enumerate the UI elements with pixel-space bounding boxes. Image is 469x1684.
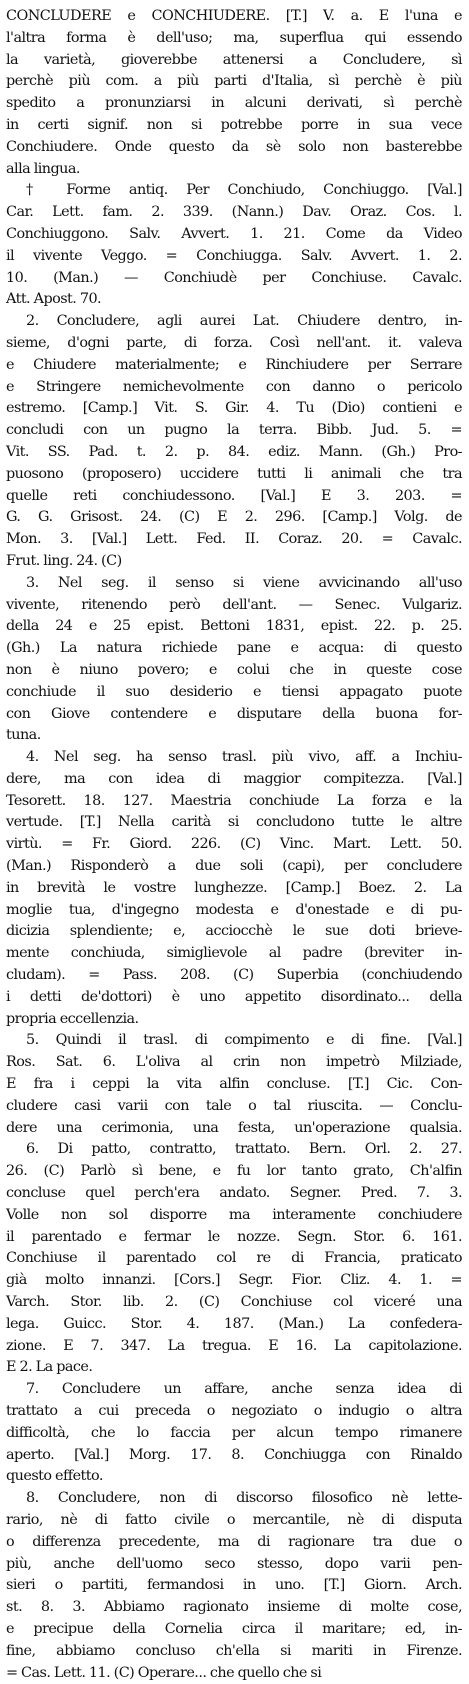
entry-line: 8. Concludere, non di discorso filosofico nè lette- xyxy=(26,1490,462,1507)
entry-line: 10. (Man.) — Conchiudè per Conchiuse. Cavalc. xyxy=(6,269,462,286)
entry-line: Conchiudere. Onde questo da sè solo non basterebbe xyxy=(6,138,462,155)
entry-line: lega. Guicc. Stor. 4. 187. (Man.) La confedera- xyxy=(6,1315,462,1332)
entry-line: dere, ma con idea di maggior compitezza. [Val.] xyxy=(6,770,462,787)
entry-line: della 24 e 25 epist. Bettoni 1831, epist. 22. p. 25. xyxy=(6,618,462,635)
entry-line: rario, nè di fatto civile o mercantile, nè di disputa xyxy=(6,1511,462,1528)
entry-line: la varietà, gioverebbe attenersi a Concludere, sì xyxy=(6,51,462,68)
entry-line: dicizia splendiente; e, acciocchè le sue doti brieve- xyxy=(6,923,462,940)
entry-line: mente conchiuda, simiglievole al padre (breviter in- xyxy=(6,945,462,962)
entry-line: † Forme antiq. Per Conchiudo, Conchiuggo. [Val.] xyxy=(26,182,462,199)
entry-line: st. 8. 3. Abbiamo ragionato insieme di molte cose, xyxy=(6,1599,462,1616)
entry-line: E fra i ceppi la vita alfin concluse. [T.] Cic. Con- xyxy=(6,1076,462,1093)
entry-line: concluse quel perch'era andato. Segner. Pred. 7. 3. xyxy=(6,1185,462,1202)
entry-line: cludere casi varii con tale o tal riuscita. — Conclu- xyxy=(6,1097,462,1114)
entry-line: Conchiuse il parentado col re di Francia, praticato xyxy=(6,1250,462,1267)
entry-line: Car. Lett. fam. 2. 339. (Nann.) Dav. Oraz. Cos. l. xyxy=(6,204,462,221)
entry-line: e Chiudere materialmente; e Rinchiudere per Serrare xyxy=(6,356,462,373)
entry-line: sieme, d'ogni parte, di forza. Così nell'ant. it. valeva xyxy=(6,334,462,351)
entry-line: 26. (C) Parlò sì bene, e fu lor tanto grato, Ch'alfin xyxy=(6,1163,462,1180)
entry-line: moglie tua, d'ingegno modesta e d'onestade e di pu- xyxy=(6,901,462,918)
entry-line: conchiude il suo desiderio e tiensi appagato puote xyxy=(6,683,462,700)
entry-line: spedito a pronunziarsi in alcuni derivati, sì perchè xyxy=(6,95,462,112)
entry-line: in brevità le vostre lunghezze. [Camp.] Boez. 2. La xyxy=(6,879,462,896)
entry-line: 4. Nel seg. ha senso trasl. più vivo, aff. a Inchiu- xyxy=(26,749,462,766)
entry-line: fine, abbiamo concluso ch'ella si mariti in Firenze. xyxy=(6,1642,462,1659)
entry-line: l'altra forma è dell'uso; ma, superflua qui essendo xyxy=(6,29,462,46)
entry-line: = Cas. Lett. 11. (C) Operare... che quello che si xyxy=(6,1664,322,1681)
entry-line: Mon. 3. [Val.] Lett. Fed. II. Coraz. 20. = Cavalc. xyxy=(6,531,462,548)
entry-line: in certi signif. non si potrebbe porre in sua vece xyxy=(6,116,462,133)
entry-line: estremo. [Camp.] Vit. S. Gir. 4. Tu (Dio) contieni e xyxy=(6,400,462,417)
entry-line: Att. Apost. 70. xyxy=(6,291,102,308)
entry-line: 5. Quindi il trasl. di compimento e di fine. [Val.] xyxy=(26,1032,462,1049)
entry-line: trattato a cui preceda o negoziato o indugio o altra xyxy=(6,1403,462,1419)
entry-line: Ros. Sat. 6. L'oliva al crin non impetrò Milziade, xyxy=(6,1054,462,1071)
entry-line: vivente, ritenendo però dell'ant. — Senec. Vulgariz. xyxy=(6,596,462,613)
entry-line: quelle reti conchiudessono. [Val.] E 3. 203. = xyxy=(6,487,462,504)
entry-line: alla lingua. xyxy=(6,160,80,177)
entry-line: tuna. xyxy=(6,727,41,744)
entry-line: (Man.) Risponderò a due soli (capi), per concludere xyxy=(6,858,462,875)
entry-line: più, anche dell'uomo seco stesso, dopo varii pen- xyxy=(6,1555,462,1572)
entry-line: 6. Di patto, contratto, trattato. Bern. Orl. 2. 27. xyxy=(26,1141,462,1158)
entry-line: Vit. SS. Pad. t. 2. p. 84. ediz. Mann. (Gh.) Pro- xyxy=(6,443,462,460)
entry-line: sieri o partiti, fermandosi in uno. [T.] Giorn. Arch. xyxy=(6,1577,462,1594)
entry-line: vertude. [T.] Nella carità si concludono tutte le altre xyxy=(6,814,462,831)
entry-line: CONCLUDERE e CONCHIUDERE. [T.] V. a. E l'una e xyxy=(6,8,462,24)
entry-line: Conchiuggono. Salv. Avvert. 1. 21. Come da Video xyxy=(6,225,462,242)
entry-line: cludam). = Pass. 208. (C) Superbia (conchiudendo xyxy=(6,967,462,984)
entry-line: virtù. = Fr. Giord. 226. (C) Vinc. Mart. Lett. 50. xyxy=(6,836,462,853)
entry-line: con Giove contendere e disputare della buona for- xyxy=(6,705,462,722)
entry-line: E 2. La pace. xyxy=(6,1359,93,1376)
entry-line: dere una cerimonia, una festa, un'operazione qualsia. xyxy=(6,1119,462,1136)
entry-line: puosono (proposero) uccidere tutti li animali che tra xyxy=(6,465,462,482)
entry-line: i detti de'dottori) è uno appetito disordinato... della xyxy=(6,988,462,1005)
entry-line: difficoltà, che lo faccia per alcun tempo rimanere xyxy=(6,1424,462,1441)
entry-line: già molto innanzi. [Cors.] Segr. Fior. Cliz. 4. 1. = xyxy=(6,1272,462,1289)
entry-line: 3. Nel seg. il senso si viene avvicinando all'uso xyxy=(26,574,462,591)
entry-line: concludi con un pugno la terra. Bibb. Jud. 5. = xyxy=(6,422,462,439)
entry-line: zione. E 7. 347. La tregua. E 16. La capitolazione. xyxy=(6,1337,462,1354)
entry-line: Volle non sol disporre ma interamente conchiudere xyxy=(6,1206,462,1223)
entry-line: e precipue della Cornelia circa il maritare; ed, in- xyxy=(6,1620,462,1637)
entry-line: questo effetto. xyxy=(6,1468,103,1485)
entry-line: o differenza precedente, ma di ragionare tra due o xyxy=(6,1533,462,1550)
entry-line: aperto. [Val.] Morg. 17. 8. Conchiugga con Rinaldo xyxy=(6,1446,462,1463)
entry-line: propria eccellenzia. xyxy=(6,1010,139,1027)
entry-line: G. G. Grisost. 24. (C) E 2. 296. [Camp.] Volg. de xyxy=(6,509,462,526)
entry-line: Tesorett. 18. 127. Maestria conchiude La forza e la xyxy=(6,792,462,809)
entry-line: il vivente Veggo. = Conchiugga. Salv. Avvert. 1. 2. xyxy=(6,247,462,264)
entry-line: e Stringere nemichevolmente con danno o pericolo xyxy=(6,378,462,395)
entry-line: perchè più com. a più parti d'Italia, sì perchè è più xyxy=(6,73,462,90)
entry-line: (Gh.) La natura richiede pane e acqua: di questo xyxy=(6,640,462,657)
entry-line: 7. Concludere un affare, anche senza idea di xyxy=(26,1381,462,1398)
entry-line: 2. Concludere, agli aurei Lat. Chiudere dentro, in- xyxy=(26,313,462,330)
entry-line: il parentado e fermar le nozze. Segn. Stor. 6. 161. xyxy=(6,1228,462,1245)
entry-line: Frut. ling. 24. (C) xyxy=(6,552,122,569)
entry-line: Varch. Stor. lib. 2. (C) Conchiuse col viceré una xyxy=(6,1294,462,1311)
entry-line: non è niuno povero; e colui che in queste cose xyxy=(6,661,462,678)
